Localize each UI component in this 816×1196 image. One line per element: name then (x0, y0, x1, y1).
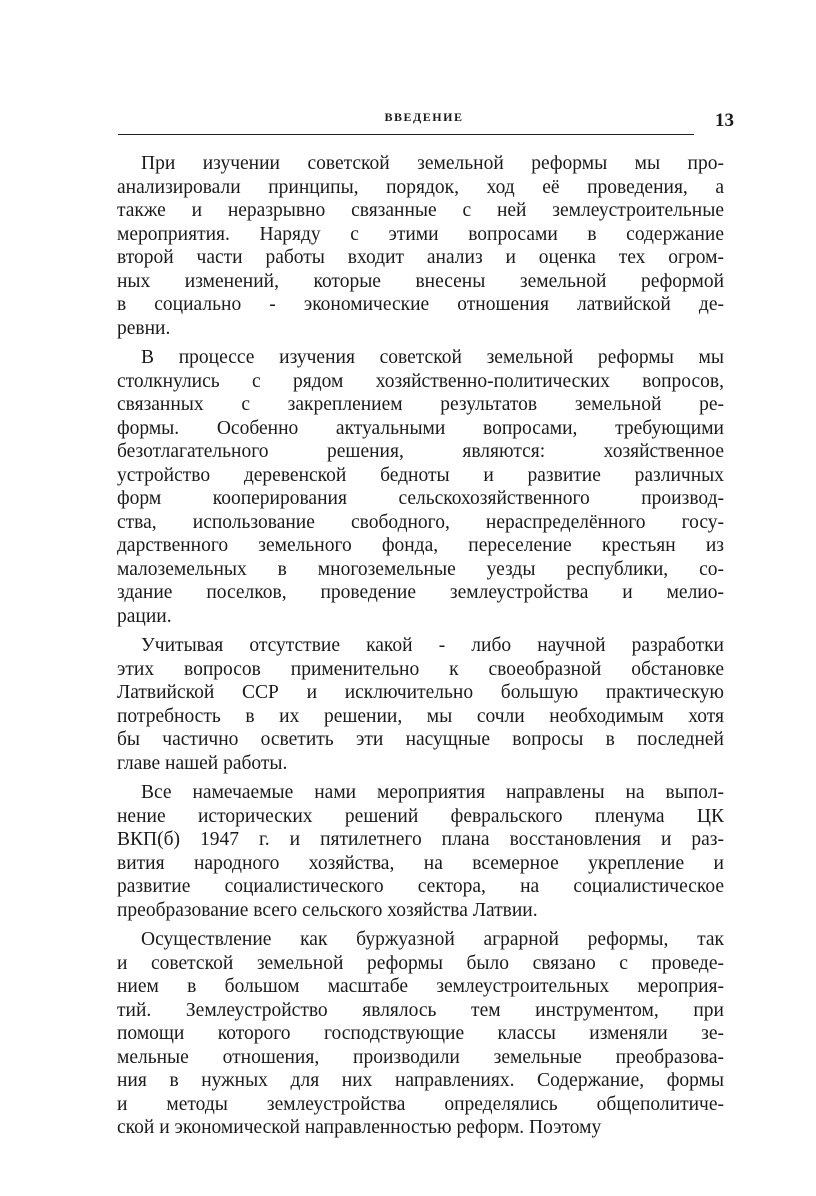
text-line: ВКП(б) 1947 г. и пятилетнего плана восстановления и раз- (117, 829, 724, 850)
text-line: малоземельных в многоземельные уезды республики, со- (117, 558, 724, 580)
text-line: здание поселков, проведение землеустройства и мелио- (117, 582, 724, 603)
text-line: В процессе изучения советской земельной реформы мы (141, 347, 724, 368)
text-line: ных изменений, которые внесены земельной реформой (117, 270, 724, 292)
body-text (117, 152, 724, 1146)
text-line: ревни. (117, 317, 171, 339)
text-line: ния в нужных для них направлениях. Содержание, формы (117, 1070, 724, 1091)
text-line: мельные отношения, производили земельные преобразова- (117, 1046, 724, 1068)
text-line: тий. Землеустройство являлось тем инструментом, при (117, 999, 724, 1021)
text-line: второй части работы входит анализ и оценка тех огром- (117, 247, 724, 268)
text-line: вития народного хозяйства, на всемерное укрепление и (117, 852, 724, 874)
paragraph (117, 346, 724, 628)
text-line: ства, использование свободного, нераспределённого госу- (117, 511, 724, 533)
text-line: и советской земельной реформы было связано с проведе- (117, 952, 724, 974)
text-line: Учитывая отсутствие какой - либо научной разработки (141, 635, 724, 656)
text-line: безотлагательного решения, являются: хозяйственное (117, 441, 724, 462)
text-line: преобразование всего сельского хозяйства Латвии. (117, 899, 538, 921)
page-number: 13 (715, 110, 734, 131)
text-line: развитие социалистического сектора, на социалистическое (117, 876, 724, 897)
text-line: формы. Особенно актуальными вопросами, требующими (117, 417, 724, 439)
text-line: столкнулись с рядом хозяйственно-политических вопросов, (117, 370, 724, 392)
text-line: главе нашей работы. (117, 752, 288, 774)
text-line: в социально - экономические отношения латвийской де- (117, 294, 724, 315)
text-line: дарственного земельного фонда, переселение крестьян из (117, 535, 724, 556)
text-line: и методы землеустройства определялись общеполитиче- (117, 1093, 724, 1115)
paragraph (117, 152, 724, 340)
header-rule (118, 134, 694, 135)
text-line: Осуществление как буржуазной аграрной реформы, так (141, 929, 724, 950)
running-title: ВВЕДЕНИЕ (384, 110, 464, 124)
text-line: форм кооперирования сельскохозяйственного производ- (117, 488, 724, 509)
text-line: связанных с закреплением результатов земельной ре- (117, 394, 724, 415)
text-line: При изучении советской земельной реформы мы про- (141, 153, 724, 174)
text-line: также и неразрывно связанные с ней землеустроительные (117, 200, 724, 221)
text-line: нение исторических решений февральского пленума ЦК (117, 805, 724, 827)
text-line: Латвийской ССР и исключительно большую практическую (117, 682, 724, 703)
paragraph (117, 781, 724, 922)
paragraph (117, 634, 724, 775)
text-line: Все намечаемые нами мероприятия направлены на выпол- (141, 782, 724, 803)
text-line: мероприятия. Наряду с этими вопросами в содержание (117, 223, 724, 245)
text-line: этих вопросов применительно к своеобразной обстановке (117, 658, 724, 680)
text-line: устройство деревенской бедноты и развитие различных (117, 464, 724, 486)
text-line: ской и экономической направленностью реформ. Поэтому (117, 1117, 602, 1138)
running-head (118, 108, 734, 134)
text-line: потребность в их решении, мы сочли необходимым хотя (117, 705, 724, 727)
text-line: бы частично осветить эти насущные вопросы в последней (117, 729, 724, 750)
text-line: нием в большом масштабе землеустроительных мероприя- (117, 976, 724, 997)
text-line: анализировали принципы, порядок, ход её проведения, а (117, 176, 724, 198)
text-line: рации. (117, 605, 172, 627)
paragraph (117, 928, 724, 1140)
text-line: помощи которого господствующие классы изменяли зе- (117, 1023, 724, 1044)
